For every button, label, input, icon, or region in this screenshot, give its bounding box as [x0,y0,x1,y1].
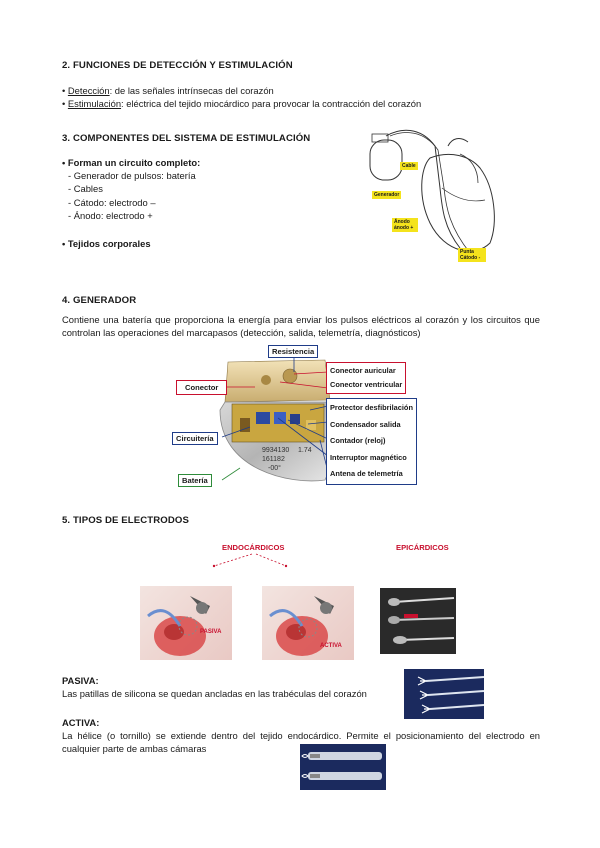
term-estimulacion: Estimulación [67,98,122,109]
bullet-estimulacion [62,97,421,110]
bullet-dot: • [62,98,68,109]
generator-diagram [170,340,440,490]
label-protector: Protector desfibrilación [330,403,413,412]
pasiva-title: PASIVA: [62,675,99,686]
activa-text: La hélice (o tornillo) se extiende dentro del tejido endocárdico. Permite el posicionamiento del electrodo en cualquier parte de ambas cámaras [62,730,540,754]
bullet-deteccion [62,84,274,97]
pacemaker-heart-figure [360,128,500,268]
engraving-model: 161182 [262,456,285,463]
section-5-title: 5. TIPOS DE ELECTRODOS [62,515,189,526]
label-endocardicos: ENDOCÁRDICOS [222,543,285,552]
label-conector-ventricular: Conector ventricular [330,380,403,389]
item-cables: - Cables [68,183,103,194]
term-deteccion: Detección [67,85,110,96]
engraving-version: 1.74 [298,447,312,454]
image-label-activa: ACTIVA [320,643,342,649]
section-4-paragraph: Contiene una batería que proporciona la energía para enviar los pulsos eléctricos al corazón y los circuitos que controlan las operaciones del marcapasos (detección, salida, telemetría, diagnósticos) [62,314,540,338]
image-endocardico-pasiva [140,586,232,660]
image-label-pasiva: PASIVA [200,629,222,635]
label-generador: Generador [374,192,400,198]
item-catodo: - Cátodo: electrodo – [68,197,156,208]
section-4-title: 4. GENERADOR [62,295,137,306]
label-resistencia: Resistencia [268,345,318,358]
label-punta: Punta Cátodo - [458,248,486,262]
text-deteccion: : de las señales intrínsecas del corazón [109,85,274,96]
section-2-title: 2. FUNCIONES DE DETECCIÓN Y ESTIMULACIÓN [62,60,293,71]
engraving-suffix: -00° [268,465,281,472]
label-contador: Contador (reloj) [330,436,386,445]
endo-arrows [200,552,310,570]
text-estimulacion: : eléctrica del tejido miocárdico para provocar la contracción del corazón [121,98,422,109]
engraving-serial: 9934130 [262,447,290,454]
image-endocardico-activa [262,586,354,660]
epicardial-leads [380,588,456,654]
active-leads [300,744,386,790]
activa-title: ACTIVA: [62,717,100,728]
components-box [326,398,417,485]
label-conector: Conector [176,380,227,395]
label-antena: Antena de telemetría [330,469,403,478]
label-cable: Cable [402,163,416,169]
label-bateria: Batería [178,474,212,487]
label-circuiteria: Circuitería [172,432,218,445]
pasiva-text: Las patillas de silicona se quedan ancladas en las trabéculas del corazón [62,688,367,699]
heart-illustration-pasiva [140,586,232,660]
label-anodo: Ánodo ánodo + [392,218,418,232]
passive-leads [404,669,484,719]
item-generador: - Generador de pulsos: batería [68,170,196,181]
label-interruptor: Interruptor magnético [330,452,407,462]
bullet-tejidos: • Tejidos corporales [62,238,151,249]
label-epicardicos: EPICÁRDICOS [396,543,449,552]
image-electrodo-activo [300,744,386,790]
bullet-dot: • [62,85,68,96]
label-conector-auricular: Conector auricular [330,366,396,375]
image-epicardicos [380,588,456,654]
bullet-circuito: • Forman un circuito completo: [62,157,201,168]
label-condensador: Condensador salida [330,419,401,429]
item-anodo: - Ánodo: electrodo + [68,210,153,221]
image-electrodo-pasivo [404,669,484,719]
connector-box [326,362,406,394]
section-3-title: 3. COMPONENTES DEL SISTEMA DE ESTIMULACIÓN [62,133,311,144]
